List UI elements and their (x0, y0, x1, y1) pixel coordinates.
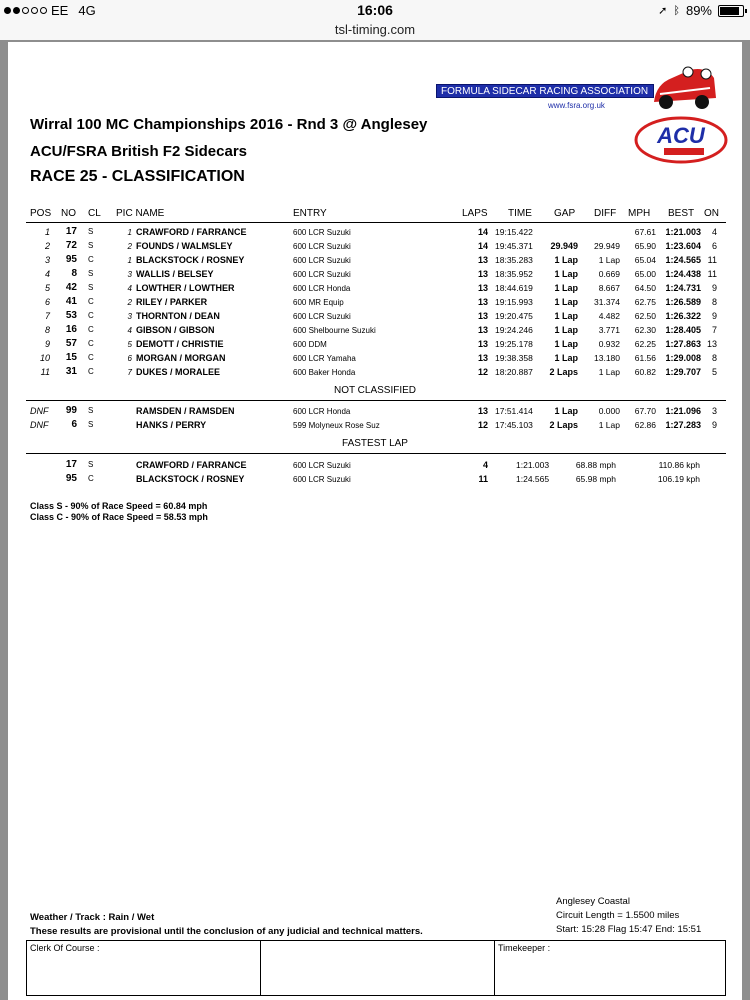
table-row: 3 95 C 1 BLACKSTOCK / ROSNEY 600 LCR Suzuki 13 18:35.283 1 Lap 1 Lap 65.04 1:24.565 11 (44, 254, 717, 265)
col-diff: DIFF (594, 208, 617, 219)
table-row: 9 57 C 5 DEMOTT / CHRISTIE 600 DDM 13 19:25.178 1 Lap 0.932 62.25 1:27.863 13 (44, 338, 717, 349)
race-times: Start: 15:28 Flag 15:47 End: 15:51 (556, 924, 702, 935)
table-row: 5 42 S 4 LOWTHER / LOWTHER 600 LCR Honda 13 18:44.619 1 Lap 8.667 64.50 1:24.731 9 (44, 282, 717, 293)
header-divider (26, 222, 726, 223)
table-row: 7 53 C 3 THORNTON / DEAN 600 LCR Suzuki 13 19:20.475 1 Lap 4.482 62.50 1:26.322 9 (44, 310, 717, 321)
table-row: 8 16 C 4 GIBSON / GIBSON 600 Shelbourne Suzuki 13 19:24.246 1 Lap 3.771 62.30 1:28.405 7 (44, 324, 717, 335)
not-classified-heading: NOT CLASSIFIED (333, 385, 417, 396)
fastest-lap-heading: FASTEST LAP (342, 438, 408, 449)
acu-logo-icon (634, 116, 728, 164)
table-row: 1 17 S 1 CRAWFORD / FARRANCE 600 LCR Suzuki 14 19:15.422 67.61 1:21.003 4 (44, 226, 717, 237)
table-row: DNF 6 S HANKS / PERRY 599 Molyneux Rose Suz 12 17:45.103 2 Laps 1 Lap 62.86 1:27.283 9 (30, 419, 717, 430)
fsra-url: www.fsra.org.uk (548, 101, 605, 110)
location-arrow-icon: ➚ (658, 5, 668, 17)
signature-blank (261, 941, 495, 995)
network-type: 4G (78, 3, 96, 18)
fastest-lap-divider (26, 453, 726, 454)
table-row: 2 72 S 2 FOUNDS / WALMSLEY 600 LCR Suzuki 14 19:45.371 29.949 29.949 65.90 1:23.604 6 (44, 240, 717, 251)
event-title: Wirral 100 MC Championships 2016 - Rnd 3 @ Anglesey (30, 116, 428, 133)
circuit-length: Circuit Length = 1.5500 miles (556, 910, 680, 921)
table-row: 17 S CRAWFORD / FARRANCE 600 LCR Suzuki 4 1:21.003 68.88 mph 110.86 kph (65, 459, 700, 470)
timekeeper-field: Timekeeper : (498, 943, 551, 953)
col-pos: POS (30, 208, 52, 219)
weather-track: Weather / Track : Rain / Wet (30, 912, 155, 923)
table-row: 6 41 C 2 RILEY / PARKER 600 MR Equip 13 19:15.993 1 Lap 31.374 62.75 1:26.589 8 (44, 296, 717, 307)
series-title: ACU/FSRA British F2 Sidecars (30, 143, 247, 160)
col-time: TIME (508, 208, 532, 219)
col-gap: GAP (554, 208, 576, 219)
url-text: tsl-timing.com (334, 22, 416, 37)
battery-icon (718, 5, 744, 17)
class-c-speed: Class C - 90% of Race Speed = 58.53 mph (30, 512, 208, 522)
col-pic-name: PIC NAME (116, 208, 165, 219)
class-s-speed: Class S - 90% of Race Speed = 60.84 mph (30, 501, 208, 511)
fsra-logo-banner (436, 84, 654, 98)
bluetooth-icon: ᛒ (673, 4, 680, 17)
address-bar[interactable] (0, 22, 750, 40)
race-title: RACE 25 - CLASSIFICATION (30, 168, 245, 185)
fsra-logo-text: FORMULA SIDECAR RACING ASSOCIATION (441, 86, 649, 97)
acu-logo-text: ACU (657, 123, 705, 148)
status-bar (0, 0, 750, 22)
col-cl: CL (88, 208, 101, 219)
status-right (658, 3, 744, 18)
col-laps: LAPS (462, 208, 488, 219)
clock: 16:06 (357, 2, 393, 18)
carrier-name: EE (51, 3, 69, 18)
table-row: DNF 99 S RAMSDEN / RAMSDEN 600 LCR Honda 13 17:51.414 1 Lap 0.000 67.70 1:21.096 3 (30, 405, 717, 416)
col-entry: ENTRY (293, 208, 327, 219)
col-on: ON (704, 208, 719, 219)
provisional-notice: These results are provisional until the conclusion of any judicial and technical matters. (30, 926, 423, 937)
col-no: NO (61, 208, 76, 219)
table-row: 10 15 C 6 MORGAN / MORGAN 600 LCR Yamaha 13 19:38.358 1 Lap 13.180 61.56 1:29.008 8 (39, 352, 717, 363)
circuit-name: Anglesey Coastal (556, 896, 630, 907)
results-document (8, 42, 742, 1000)
clerk-of-course-field: Clerk Of Course : (27, 941, 261, 995)
signature-box (26, 940, 726, 996)
not-classified-divider (26, 400, 726, 401)
table-row: 11 31 C 7 DUKES / MORALEE 600 Baker Honda 12 18:20.887 2 Laps 1 Lap 60.82 1:29.707 5 (40, 366, 717, 377)
col-best: BEST (668, 208, 695, 219)
table-row: 95 C BLACKSTOCK / ROSNEY 600 LCR Suzuki 11 1:24.565 65.98 mph 106.19 kph (65, 473, 700, 484)
battery-percentage: 89% (685, 3, 712, 18)
sidecar-logo-icon (650, 58, 720, 110)
table-row: 4 8 S 3 WALLIS / BELSEY 600 LCR Suzuki 13 18:35.952 1 Lap 0.669 65.00 1:24.438 11 (44, 268, 717, 279)
col-mph: MPH (628, 208, 651, 219)
